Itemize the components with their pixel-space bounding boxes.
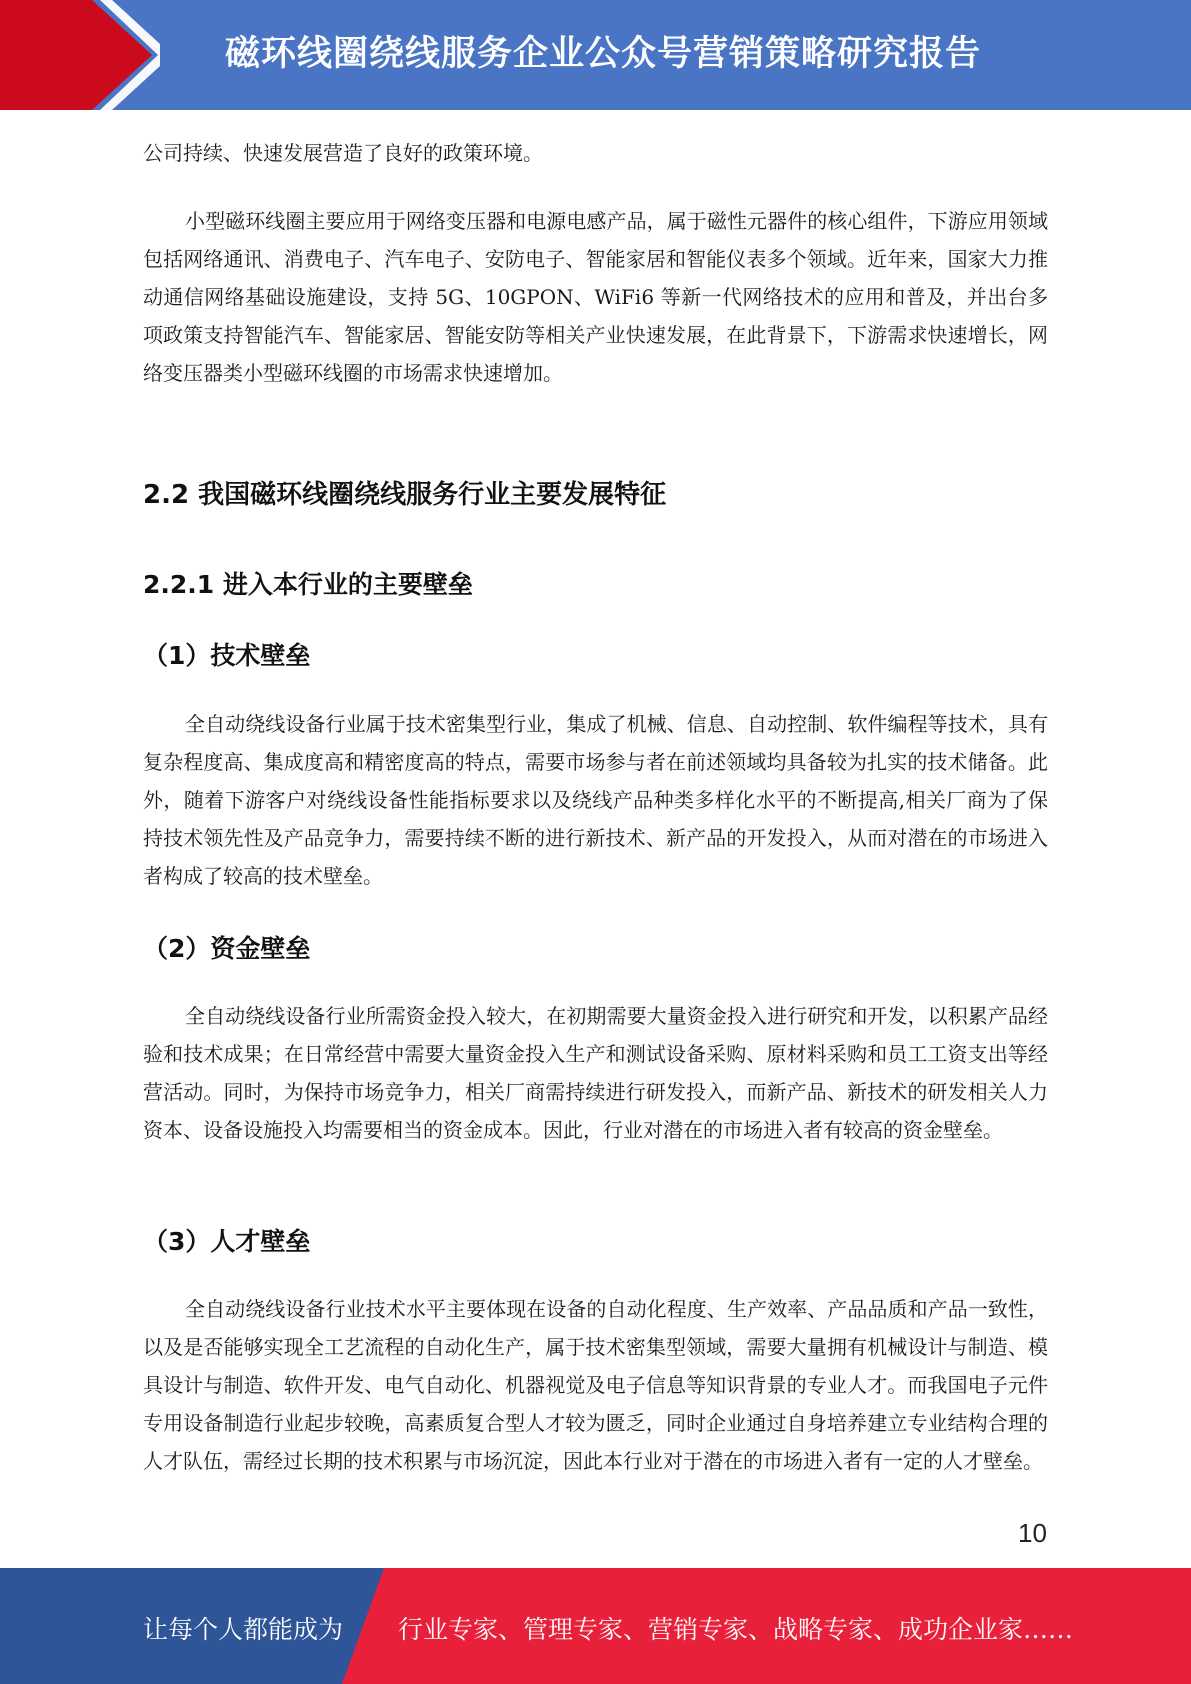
footer-banner	[0, 1568, 1191, 1684]
section-heading-2-2: 2.2 我国磁环线圈绕线服务行业主要发展特征	[143, 480, 667, 510]
report-title: 磁环线圈绕线服务企业公众号营销策略研究报告	[225, 34, 982, 74]
header-banner	[0, 0, 1191, 110]
paragraph-talent-barrier: 全自动绕线设备行业技术水平主要体现在设备的自动化程度、生产效率、产品品质和产品一致性，以及是否能够实现全工艺流程的自动化生产，属于技术密集型领域，需要大量拥有机械设计与制造、模具设计与制造、软件开发、电气自动化、机器视觉及电子信息等知识背景的专业人才。而我国电子元件专用设备制造行业起步较晚，高素质复合型人才较为匮乏，同时企业通过自身培养建立专业结构合理的人才队伍，需经过长期的技术积累与市场沉淀，因此本行业对于潜在的市场进入者有一定的人才壁垒。	[143, 1297, 1048, 1473]
header-chevron-decoration	[0, 0, 160, 110]
paragraph-technical-barrier: 全自动绕线设备行业属于技术密集型行业，集成了机械、信息、自动控制、软件编程等技术，具有复杂程度高、集成度高和精密度高的特点，需要市场参与者在前述领域均具备较为扎实的技术储备。此外，随着下游客户对绕线设备性能指标要求以及绕线产品种类多样化水平的不断提高,相关厂商为了保持技术领先性及产品竞争力，需要持续不断的进行新技术、新产品的开发投入，从而对潜在的市场进入者构成了较高的技术壁垒。	[143, 712, 1048, 888]
footer-slogan-left: 让每个人都能成为	[143, 1615, 344, 1644]
subheading-technical-barrier: （1）技术壁垒	[143, 641, 311, 670]
subheading-talent-barrier: （3）人才壁垒	[143, 1227, 311, 1256]
page-number: 10	[1018, 1518, 1047, 1548]
paragraph-applications: 小型磁环线圈主要应用于网络变压器和电源电感产品，属于磁性元器件的核心组件，下游应用领域包括网络通讯、消费电子、汽车电子、安防电子、智能家居和智能仪表多个领域。近年来，国家大力推动通信网络基础设施建设，支持 5G、10GPON、WiFi6 等新一代网络技术的应用和普及，并出台多项政策支持智能汽车、智能家居、智能安防等相关产业快速发展，在此背景下，下游需求快速增长，网络变压器类小型磁环线圈的市场需求快速增加。	[143, 209, 1048, 385]
subheading-capital-barrier: （2）资金壁垒	[143, 934, 311, 963]
paragraph-capital-barrier: 全自动绕线设备行业所需资金投入较大，在初期需要大量资金投入进行研究和开发，以积累产品经验和技术成果；在日常经营中需要大量资金投入生产和测试设备采购、原材料采购和员工工资支出等经营活动。同时，为保持市场竞争力，相关厂商需持续进行研发投入，而新产品、新技术的研发相关人力资本、设备设施投入均需要相当的资金成本。因此，行业对潜在的市场进入者有较高的资金壁垒。	[143, 1004, 1048, 1142]
paragraph-policy: 公司持续、快速发展营造了良好的政策环境。	[143, 141, 543, 165]
section-heading-2-2-1: 2.2.1 进入本行业的主要壁垒	[143, 570, 473, 599]
footer-slogan-right: 行业专家、管理专家、营销专家、战略专家、成功企业家……	[398, 1615, 1074, 1644]
